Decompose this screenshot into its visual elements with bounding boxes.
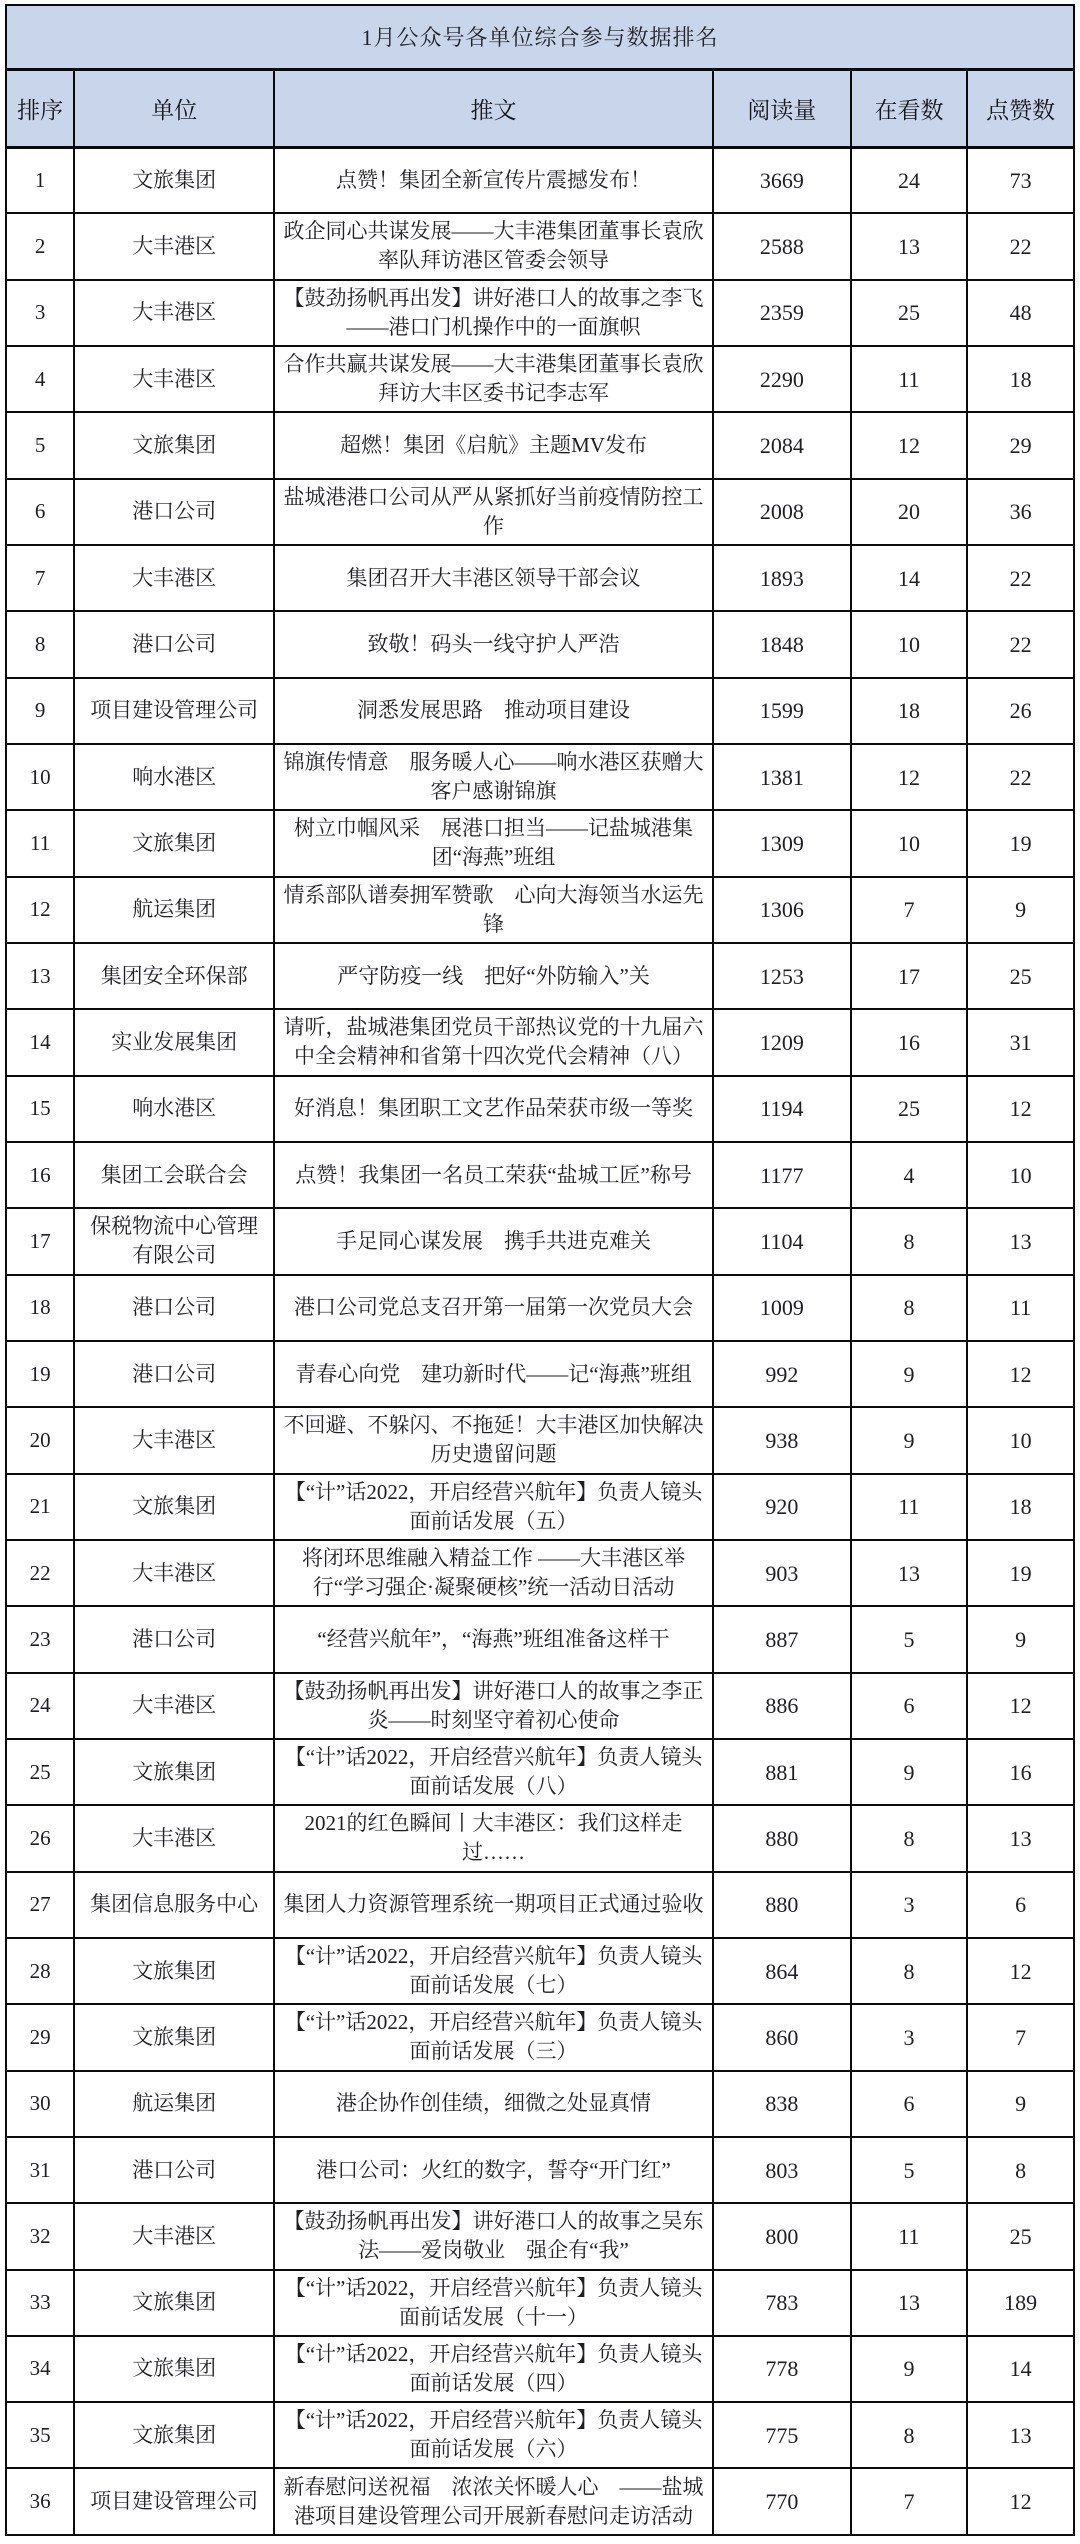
table-row — [6, 611, 1074, 677]
cell-watching: 13 — [851, 213, 967, 279]
column-header-watching: 在看数 — [851, 69, 967, 147]
cell-reads: 800 — [713, 2203, 851, 2269]
cell-reads: 886 — [713, 1673, 851, 1739]
cell-unit: 保税物流中心管理有限公司 — [74, 1208, 274, 1274]
table-row — [6, 1009, 1074, 1075]
cell-watching: 5 — [851, 1606, 967, 1672]
cell-rank: 19 — [6, 1341, 74, 1407]
cell-article: 【“计”话2022，开启经营兴航年】负责人镜头面前话发展（四） — [274, 2336, 713, 2402]
cell-article: 【“计”话2022，开启经营兴航年】负责人镜头面前话发展（七） — [274, 1938, 713, 2004]
cell-rank: 29 — [6, 2004, 74, 2070]
cell-reads: 2008 — [713, 479, 851, 545]
cell-likes: 13 — [967, 1208, 1074, 1274]
table-row — [6, 877, 1074, 943]
cell-unit: 航运集团 — [74, 877, 274, 943]
cell-unit: 港口公司 — [74, 479, 274, 545]
cell-watching: 6 — [851, 1673, 967, 1739]
cell-unit: 大丰港区 — [74, 1673, 274, 1739]
cell-article: 将闭环思维融入精益工作 ——大丰港区举行“学习强企·凝聚硬核”统一活动日活动 — [274, 1540, 713, 1606]
table-row — [6, 479, 1074, 545]
cell-article: 2021的红色瞬间丨大丰港区：我们这样走过…… — [274, 1805, 713, 1871]
cell-unit: 港口公司 — [74, 1275, 274, 1341]
cell-likes: 9 — [967, 1606, 1074, 1672]
cell-watching: 11 — [851, 346, 967, 412]
cell-reads: 938 — [713, 1407, 851, 1473]
cell-rank: 27 — [6, 1872, 74, 1938]
cell-watching: 5 — [851, 2137, 967, 2203]
cell-likes: 19 — [967, 1540, 1074, 1606]
cell-likes: 13 — [967, 2402, 1074, 2468]
cell-reads: 880 — [713, 1872, 851, 1938]
cell-watching: 9 — [851, 1407, 967, 1473]
table-row — [6, 2270, 1074, 2336]
cell-article: 集团召开大丰港区领导干部会议 — [274, 545, 713, 611]
table-row — [6, 346, 1074, 412]
cell-rank: 7 — [6, 545, 74, 611]
cell-likes: 12 — [967, 1938, 1074, 2004]
cell-rank: 31 — [6, 2137, 74, 2203]
cell-watching: 18 — [851, 678, 967, 744]
cell-article: 【“计”话2022，开启经营兴航年】负责人镜头面前话发展（十一） — [274, 2270, 713, 2336]
cell-reads: 1177 — [713, 1142, 851, 1208]
cell-watching: 13 — [851, 2270, 967, 2336]
cell-unit: 文旅集团 — [74, 2270, 274, 2336]
cell-unit: 航运集团 — [74, 2071, 274, 2137]
cell-likes: 31 — [967, 1009, 1074, 1075]
cell-article: 致敬！码头一线守护人严浩 — [274, 611, 713, 677]
cell-likes: 10 — [967, 1407, 1074, 1473]
cell-reads: 1253 — [713, 943, 851, 1009]
cell-watching: 12 — [851, 744, 967, 810]
cell-watching: 3 — [851, 2004, 967, 2070]
cell-article: 不回避、不躲闪、不拖延！大丰港区加快解决历史遗留问题 — [274, 1407, 713, 1473]
cell-article: 【“计”话2022，开启经营兴航年】负责人镜头面前话发展（三） — [274, 2004, 713, 2070]
cell-article: 【“计”话2022，开启经营兴航年】负责人镜头面前话发展（六） — [274, 2402, 713, 2468]
cell-rank: 8 — [6, 611, 74, 677]
cell-rank: 23 — [6, 1606, 74, 1672]
cell-unit: 文旅集团 — [74, 1474, 274, 1540]
cell-unit: 文旅集团 — [74, 412, 274, 478]
cell-article: 【鼓劲扬帆再出发】讲好港口人的故事之吴东法——爱岗敬业 强企有“我” — [274, 2203, 713, 2269]
cell-likes: 6 — [967, 1872, 1074, 1938]
cell-article: 锦旗传情意 服务暖人心——响水港区获赠大客户感谢锦旗 — [274, 744, 713, 810]
cell-rank: 24 — [6, 1673, 74, 1739]
cell-article: 青春心向党 建功新时代——记“海燕”班组 — [274, 1341, 713, 1407]
cell-unit: 大丰港区 — [74, 280, 274, 346]
table-row — [6, 1076, 1074, 1142]
cell-unit: 文旅集团 — [74, 2004, 274, 2070]
cell-unit: 大丰港区 — [74, 1407, 274, 1473]
cell-reads: 903 — [713, 1540, 851, 1606]
cell-watching: 3 — [851, 1872, 967, 1938]
cell-unit: 文旅集团 — [74, 1739, 274, 1805]
cell-rank: 16 — [6, 1142, 74, 1208]
column-header-rank: 排序 — [6, 69, 74, 147]
cell-likes: 12 — [967, 1076, 1074, 1142]
cell-rank: 28 — [6, 1938, 74, 2004]
cell-unit: 港口公司 — [74, 611, 274, 677]
cell-unit: 文旅集团 — [74, 2402, 274, 2468]
cell-rank: 26 — [6, 1805, 74, 1871]
cell-watching: 10 — [851, 611, 967, 677]
cell-likes: 19 — [967, 810, 1074, 876]
cell-unit: 集团工会联合会 — [74, 1142, 274, 1208]
cell-reads: 838 — [713, 2071, 851, 2137]
cell-unit: 文旅集团 — [74, 2336, 274, 2402]
cell-article: 好消息！集团职工文艺作品荣获市级一等奖 — [274, 1076, 713, 1142]
cell-watching: 11 — [851, 1474, 967, 1540]
cell-likes: 14 — [967, 2336, 1074, 2402]
column-header-article: 推文 — [274, 69, 713, 147]
cell-watching: 7 — [851, 2468, 967, 2535]
table-row — [6, 1938, 1074, 2004]
cell-unit: 响水港区 — [74, 1076, 274, 1142]
cell-rank: 32 — [6, 2203, 74, 2269]
table-row — [6, 213, 1074, 279]
cell-rank: 18 — [6, 1275, 74, 1341]
cell-likes: 48 — [967, 280, 1074, 346]
cell-reads: 860 — [713, 2004, 851, 2070]
table-row — [6, 2071, 1074, 2137]
table-row — [6, 1142, 1074, 1208]
cell-rank: 6 — [6, 479, 74, 545]
cell-watching: 16 — [851, 1009, 967, 1075]
cell-rank: 2 — [6, 213, 74, 279]
cell-watching: 6 — [851, 2071, 967, 2137]
cell-article: 超燃！集团《启航》主题MV发布 — [274, 412, 713, 478]
cell-rank: 36 — [6, 2468, 74, 2535]
table-title-row — [6, 5, 1074, 69]
cell-likes: 16 — [967, 1739, 1074, 1805]
cell-unit: 港口公司 — [74, 1606, 274, 1672]
cell-article: 港口公司党总支召开第一届第一次党员大会 — [274, 1275, 713, 1341]
cell-likes: 11 — [967, 1275, 1074, 1341]
cell-unit: 文旅集团 — [74, 1938, 274, 2004]
cell-rank: 12 — [6, 877, 74, 943]
cell-rank: 14 — [6, 1009, 74, 1075]
cell-reads: 783 — [713, 2270, 851, 2336]
cell-reads: 778 — [713, 2336, 851, 2402]
cell-watching: 8 — [851, 1938, 967, 2004]
table-row — [6, 1275, 1074, 1341]
cell-rank: 20 — [6, 1407, 74, 1473]
cell-reads: 992 — [713, 1341, 851, 1407]
cell-watching: 8 — [851, 1208, 967, 1274]
cell-reads: 1848 — [713, 611, 851, 677]
table-row — [6, 545, 1074, 611]
cell-likes: 7 — [967, 2004, 1074, 2070]
table-row — [6, 1540, 1074, 1606]
cell-unit: 港口公司 — [74, 2137, 274, 2203]
cell-rank: 30 — [6, 2071, 74, 2137]
table-row — [6, 2468, 1074, 2535]
cell-reads: 887 — [713, 1606, 851, 1672]
cell-unit: 集团信息服务中心 — [74, 1872, 274, 1938]
cell-unit: 项目建设管理公司 — [74, 678, 274, 744]
cell-watching: 17 — [851, 943, 967, 1009]
cell-rank: 21 — [6, 1474, 74, 1540]
cell-reads: 1309 — [713, 810, 851, 876]
cell-reads: 881 — [713, 1739, 851, 1805]
cell-watching: 9 — [851, 1739, 967, 1805]
cell-watching: 8 — [851, 1805, 967, 1871]
cell-rank: 33 — [6, 2270, 74, 2336]
cell-likes: 25 — [967, 943, 1074, 1009]
table-row — [6, 2402, 1074, 2468]
table-row — [6, 1208, 1074, 1274]
cell-article: 政企同心共谋发展——大丰港集团董事长袁欣率队拜访港区管委会领导 — [274, 213, 713, 279]
cell-rank: 5 — [6, 412, 74, 478]
cell-article: 新春慰问送祝福 浓浓关怀暖人心 ——盐城港项目建设管理公司开展新春慰问走访活动 — [274, 2468, 713, 2535]
cell-unit: 大丰港区 — [74, 1805, 274, 1871]
table-row — [6, 1805, 1074, 1871]
cell-article: 【“计”话2022，开启经营兴航年】负责人镜头面前话发展（五） — [274, 1474, 713, 1540]
cell-likes: 22 — [967, 611, 1074, 677]
cell-likes: 22 — [967, 744, 1074, 810]
table-row — [6, 280, 1074, 346]
cell-watching: 8 — [851, 1275, 967, 1341]
cell-unit: 响水港区 — [74, 744, 274, 810]
cell-rank: 35 — [6, 2402, 74, 2468]
cell-reads: 880 — [713, 1805, 851, 1871]
table-row — [6, 810, 1074, 876]
cell-likes: 12 — [967, 2468, 1074, 2535]
cell-article: 港口公司：火红的数字，誓夺“开门红” — [274, 2137, 713, 2203]
cell-likes: 73 — [967, 147, 1074, 213]
cell-watching: 7 — [851, 877, 967, 943]
cell-unit: 大丰港区 — [74, 1540, 274, 1606]
table-row — [6, 1739, 1074, 1805]
cell-watching: 8 — [851, 2402, 967, 2468]
cell-reads: 1381 — [713, 744, 851, 810]
cell-likes: 9 — [967, 2071, 1074, 2137]
cell-watching: 10 — [851, 810, 967, 876]
cell-likes: 29 — [967, 412, 1074, 478]
cell-watching: 9 — [851, 1341, 967, 1407]
cell-rank: 13 — [6, 943, 74, 1009]
cell-likes: 22 — [967, 545, 1074, 611]
cell-reads: 864 — [713, 1938, 851, 2004]
table-row — [6, 943, 1074, 1009]
cell-reads: 2359 — [713, 280, 851, 346]
cell-rank: 17 — [6, 1208, 74, 1274]
column-header-likes: 点赞数 — [967, 69, 1074, 147]
cell-likes: 8 — [967, 2137, 1074, 2203]
cell-unit: 大丰港区 — [74, 2203, 274, 2269]
cell-likes: 13 — [967, 1805, 1074, 1871]
table-row — [6, 147, 1074, 213]
cell-reads: 775 — [713, 2402, 851, 2468]
cell-article: 请听，盐城港集团党员干部热议党的十九届六中全会精神和省第十四次党代会精神（八） — [274, 1009, 713, 1075]
cell-reads: 2588 — [713, 213, 851, 279]
ranking-table — [5, 4, 1075, 2536]
cell-watching: 13 — [851, 1540, 967, 1606]
cell-article: 情系部队谱奏拥军赞歌 心向大海领当水运先锋 — [274, 877, 713, 943]
table-row — [6, 678, 1074, 744]
column-header-reads: 阅读量 — [713, 69, 851, 147]
cell-likes: 12 — [967, 1673, 1074, 1739]
cell-unit: 集团安全环保部 — [74, 943, 274, 1009]
cell-rank: 3 — [6, 280, 74, 346]
cell-rank: 22 — [6, 1540, 74, 1606]
table-row — [6, 2336, 1074, 2402]
cell-article: 手足同心谋发展 携手共进克难关 — [274, 1208, 713, 1274]
table-row — [6, 2004, 1074, 2070]
cell-rank: 11 — [6, 810, 74, 876]
cell-rank: 1 — [6, 147, 74, 213]
cell-reads: 2084 — [713, 412, 851, 478]
cell-likes: 22 — [967, 213, 1074, 279]
cell-article: 盐城港港口公司从严从紧抓好当前疫情防控工作 — [274, 479, 713, 545]
cell-watching: 25 — [851, 280, 967, 346]
cell-watching: 20 — [851, 479, 967, 545]
cell-watching: 14 — [851, 545, 967, 611]
table-body — [6, 147, 1074, 2535]
cell-article: 点赞！我集团一名员工荣获“盐城工匠”称号 — [274, 1142, 713, 1208]
cell-unit: 文旅集团 — [74, 810, 274, 876]
cell-reads: 1194 — [713, 1076, 851, 1142]
table-row — [6, 1341, 1074, 1407]
cell-article: 集团人力资源管理系统一期项目正式通过验收 — [274, 1872, 713, 1938]
cell-reads: 1009 — [713, 1275, 851, 1341]
cell-watching: 4 — [851, 1142, 967, 1208]
table-row — [6, 2137, 1074, 2203]
cell-reads: 1104 — [713, 1208, 851, 1274]
table-row — [6, 744, 1074, 810]
cell-article: 合作共赢共谋发展——大丰港集团董事长袁欣拜访大丰区委书记李志军 — [274, 346, 713, 412]
cell-likes: 36 — [967, 479, 1074, 545]
table-row — [6, 2203, 1074, 2269]
cell-likes: 26 — [967, 678, 1074, 744]
cell-article: 【鼓劲扬帆再出发】讲好港口人的故事之李飞——港口门机操作中的一面旗帜 — [274, 280, 713, 346]
cell-unit: 文旅集团 — [74, 147, 274, 213]
cell-article: 洞悉发展思路 推动项目建设 — [274, 678, 713, 744]
cell-likes: 12 — [967, 1341, 1074, 1407]
cell-rank: 10 — [6, 744, 74, 810]
cell-likes: 18 — [967, 346, 1074, 412]
cell-article: 港企协作创佳绩，细微之处显真情 — [274, 2071, 713, 2137]
cell-reads: 2290 — [713, 346, 851, 412]
cell-unit: 港口公司 — [74, 1341, 274, 1407]
cell-unit: 大丰港区 — [74, 213, 274, 279]
column-header-row — [6, 69, 1074, 147]
column-header-unit: 单位 — [74, 69, 274, 147]
cell-rank: 15 — [6, 1076, 74, 1142]
cell-reads: 1599 — [713, 678, 851, 744]
cell-watching: 11 — [851, 2203, 967, 2269]
cell-reads: 1209 — [713, 1009, 851, 1075]
table-row — [6, 1474, 1074, 1540]
cell-unit: 大丰港区 — [74, 346, 274, 412]
cell-watching: 24 — [851, 147, 967, 213]
cell-reads: 920 — [713, 1474, 851, 1540]
cell-article: 严守防疫一线 把好“外防输入”关 — [274, 943, 713, 1009]
cell-rank: 4 — [6, 346, 74, 412]
cell-article: 树立巾帼风采 展港口担当——记盐城港集团“海燕”班组 — [274, 810, 713, 876]
cell-likes: 25 — [967, 2203, 1074, 2269]
cell-article: 【鼓劲扬帆再出发】讲好港口人的故事之李正炎——时刻坚守着初心使命 — [274, 1673, 713, 1739]
cell-article: “经营兴航年”，“海燕”班组准备这样干 — [274, 1606, 713, 1672]
cell-unit: 实业发展集团 — [74, 1009, 274, 1075]
table-row — [6, 1407, 1074, 1473]
cell-article: 点赞！集团全新宣传片震撼发布！ — [274, 147, 713, 213]
cell-rank: 34 — [6, 2336, 74, 2402]
table-row — [6, 412, 1074, 478]
cell-reads: 1306 — [713, 877, 851, 943]
table-row — [6, 1606, 1074, 1672]
cell-reads: 770 — [713, 2468, 851, 2535]
table-row — [6, 1673, 1074, 1739]
table-title: 1月公众号各单位综合参与数据排名 — [6, 5, 1074, 69]
cell-unit: 大丰港区 — [74, 545, 274, 611]
cell-likes: 10 — [967, 1142, 1074, 1208]
cell-watching: 25 — [851, 1076, 967, 1142]
table-row — [6, 1872, 1074, 1938]
cell-watching: 12 — [851, 412, 967, 478]
cell-unit: 项目建设管理公司 — [74, 2468, 274, 2535]
cell-likes: 18 — [967, 1474, 1074, 1540]
cell-likes: 189 — [967, 2270, 1074, 2336]
cell-reads: 803 — [713, 2137, 851, 2203]
cell-likes: 9 — [967, 877, 1074, 943]
cell-reads: 3669 — [713, 147, 851, 213]
cell-rank: 25 — [6, 1739, 74, 1805]
cell-article: 【“计”话2022，开启经营兴航年】负责人镜头面前话发展（八） — [274, 1739, 713, 1805]
cell-watching: 9 — [851, 2336, 967, 2402]
cell-reads: 1893 — [713, 545, 851, 611]
cell-rank: 9 — [6, 678, 74, 744]
